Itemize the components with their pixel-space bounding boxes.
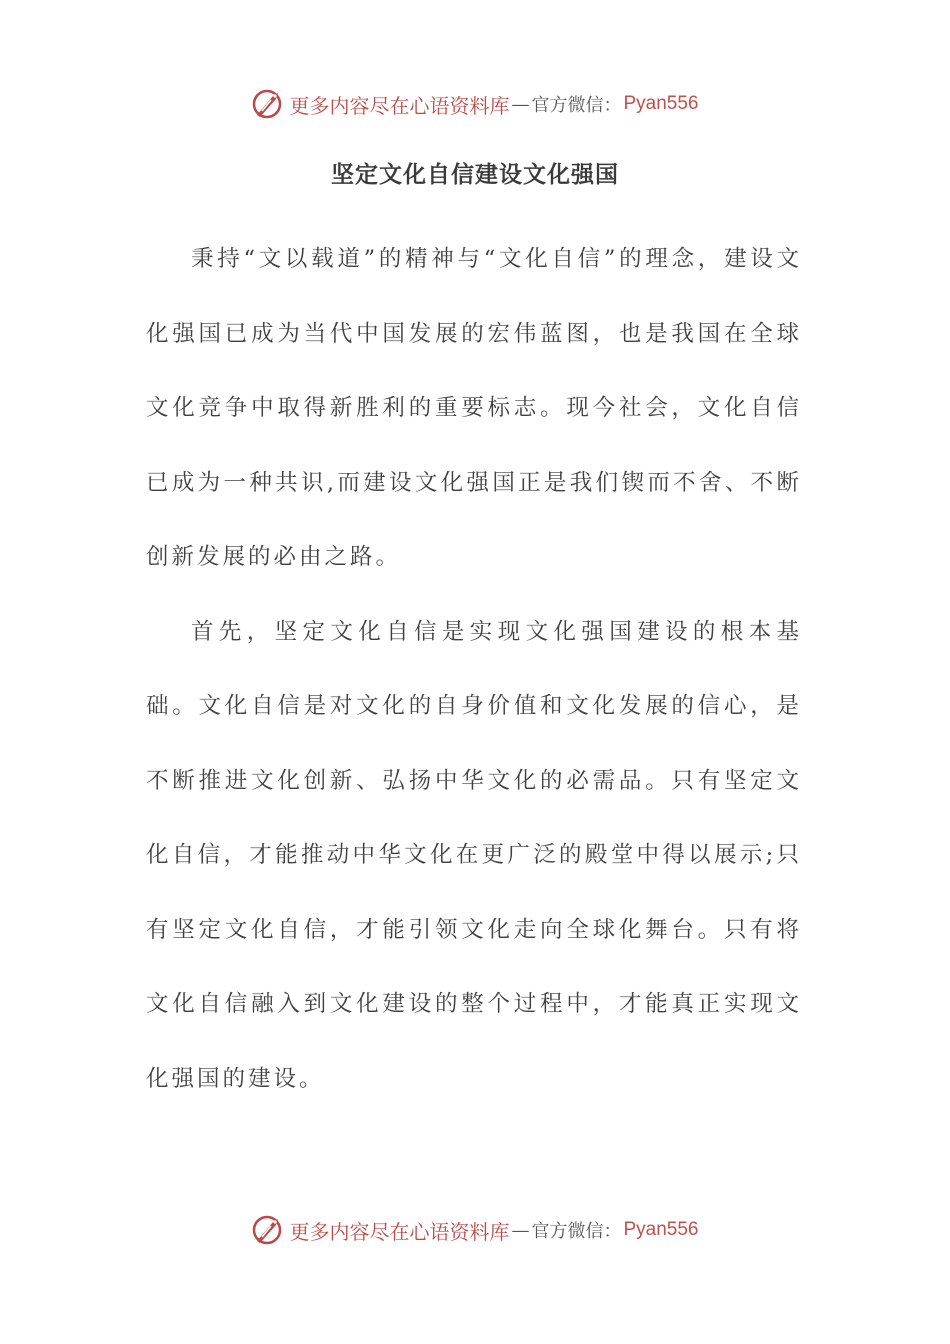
pen-nib-logo-icon	[251, 1213, 285, 1247]
footer-banner	[0, 1210, 950, 1250]
document-title: 坚定文化自信建设文化强国	[331, 162, 619, 188]
header-banner	[0, 84, 950, 124]
banner-wechat-id: Pyan556	[623, 1219, 699, 1240]
banner-label: 官方微信：	[531, 95, 622, 116]
paragraph-2: 首先，坚定文化自信是实现文化强国建设的根本基础。文化自信是对文化的自身价值和文化发展的信心，是不断推进文化创新、弘扬中华文化的必需品。只有坚定文化自信，才能推动中华文化在更广泛的殿堂中得以展示;只有坚定文化自信，才能引领文化走向全球化舞台。只有将文化自信融入到文化建设的整个过程中，才能真正实现文化强国的建设。	[146, 618, 802, 1092]
banner-wechat-id: Pyan556	[623, 93, 699, 114]
document-body	[146, 222, 802, 1116]
banner-dash: —	[511, 1219, 530, 1241]
banner-label: 官方微信：	[531, 1221, 622, 1242]
paragraph-1: 秉持“文以载道”的精神与“文化自信”的理念，建设文化强国已成为当代中国发展的宏伟蓝图，也是我国在全球文化竞争中取得新胜利的重要标志。现今社会，文化自信已成为一种共识,而建设文化强国正是我们锲而不舍、不断创新发展的必由之路。	[146, 246, 802, 570]
banner-dash: —	[511, 93, 530, 115]
pen-nib-logo-icon	[251, 87, 285, 121]
banner-main-text: 更多内容尽在心语资料库	[289, 93, 510, 118]
banner-main-text: 更多内容尽在心语资料库	[289, 1219, 510, 1244]
